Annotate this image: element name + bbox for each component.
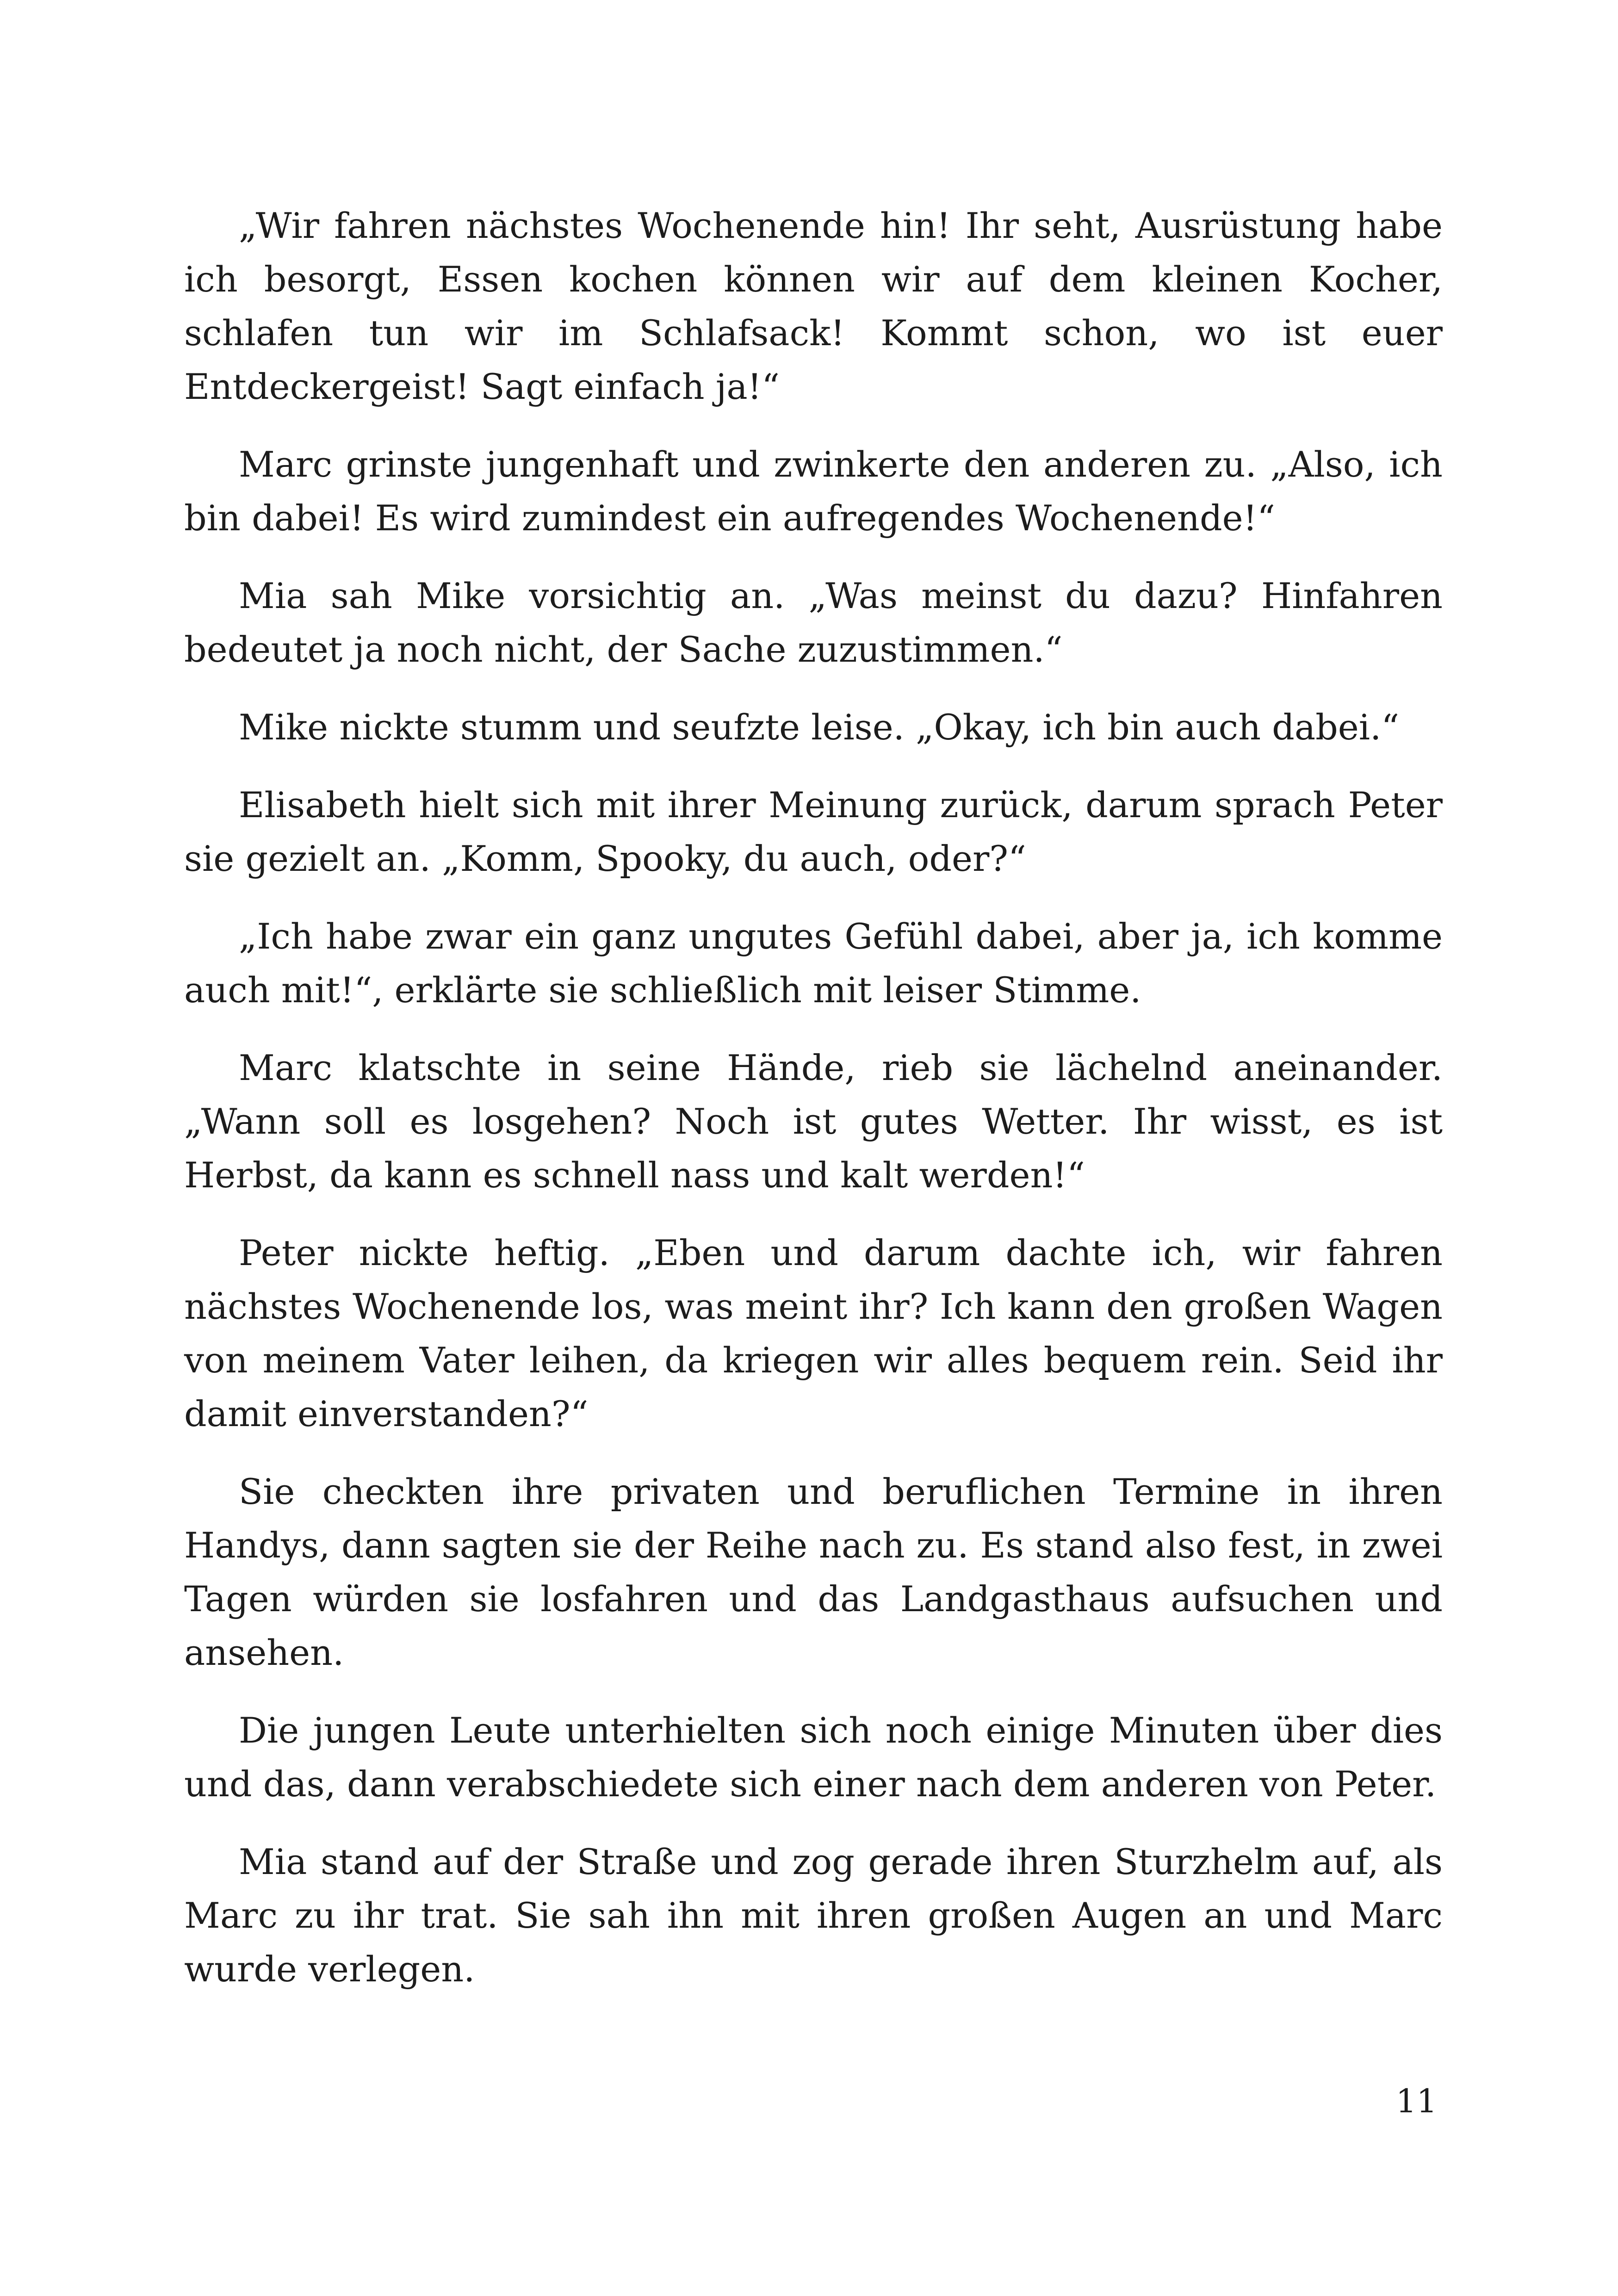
paragraph: „Wir fahren nächstes Wochenende hin! Ihr seht, Ausrüstung habe ich besorgt, Essen kochen können wir auf dem kleinen Kocher, schlafen tun wir im Schlafsack! Kommt schon, wo ist euer Entdeckergeist! Sagt einfach ja!“ (184, 205, 1443, 407)
paragraph: Peter nickte heftig. „Eben und darum dachte ich, wir fahren nächstes Wochenende los, was meint ihr? Ich kann den großen Wagen von meinem Vater leihen, da kriegen wir alles bequem rein. Seid ihr damit einverstanden?“ (184, 1232, 1443, 1434)
paragraph: Mike nickte stumm und seufzte leise. „Okay, ich bin auch dabei.“ (239, 707, 1400, 748)
paragraph: Sie checkten ihre privaten und beruflichen Termine in ihren Handys, dann sagten sie der Reihe nach zu. Es stand also fest, in zwei Tagen würden sie losfahren und das Landgasthaus aufsuchen und ansehen. (184, 1471, 1443, 1673)
paragraph: „Ich habe zwar ein ganz ungutes Gefühl dabei, aber ja, ich komme auch mit!“, erklärte sie schließlich mit leiser Stimme. (184, 916, 1443, 1011)
body-text (184, 199, 1443, 2020)
paragraph: Elisabeth hielt sich mit ihrer Meinung zurück, darum sprach Peter sie gezielt an. „Komm, Spooky, du auch, oder?“ (184, 784, 1443, 879)
paragraph: Mia stand auf der Straße und zog gerade ihren Sturzhelm auf, als Marc zu ihr trat. Sie sah ihn mit ihren großen Augen an und Marc wurde verlegen. (184, 1841, 1443, 1990)
page-number: 11 (1395, 2082, 1437, 2120)
paragraph: Die jungen Leute unterhielten sich noch einige Minuten über dies und das, dann verabschiedete sich einer nach dem anderen von Peter. (184, 1710, 1443, 1805)
paragraph: Mia sah Mike vorsichtig an. „Was meinst du dazu? Hinfahren bedeutet ja noch nicht, der Sache zuzustimmen.“ (184, 575, 1443, 670)
paragraph: Marc klatschte in seine Hände, rieb sie lächelnd aneinander. „Wann soll es losgehen? Noch ist gutes Wetter. Ihr wisst, es ist Herbst, da kann es schnell nass und kalt werden!“ (184, 1047, 1443, 1196)
paragraph: Marc grinste jungenhaft und zwinkerte den anderen zu. „Also, ich bin dabei! Es wird zumindest ein aufregendes Wochenende!“ (184, 444, 1443, 539)
